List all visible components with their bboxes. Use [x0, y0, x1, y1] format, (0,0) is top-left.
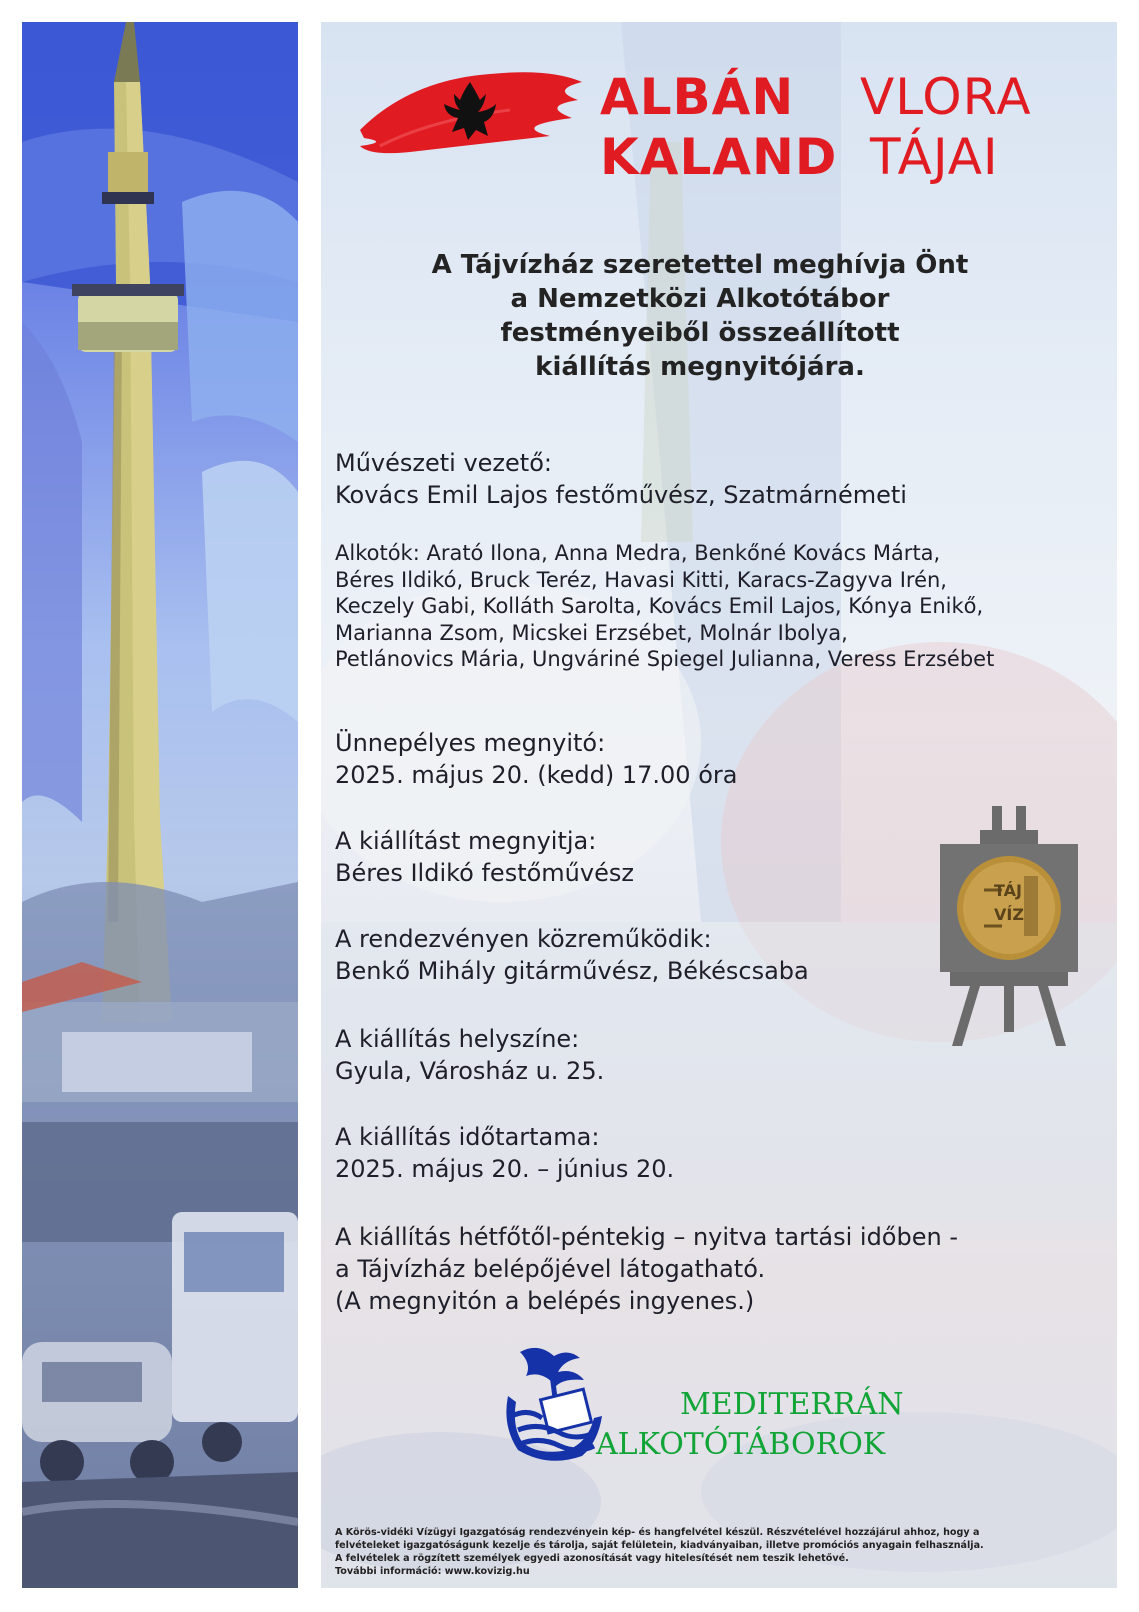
- visiting-line: a Tájvízház belépőjével látogatható.: [335, 1255, 766, 1283]
- title-word-alban: ALBÁN: [600, 68, 795, 126]
- easel-logo-line2: VÍZ: [994, 905, 1024, 924]
- minaret-painting-art: [22, 22, 298, 1588]
- title-word-tajai: TÁJAI: [870, 128, 999, 186]
- creators-list: [335, 540, 994, 673]
- performer-label: A rendezvényen közreműködik:: [335, 925, 712, 953]
- mediterran-logo-icon: [498, 1346, 608, 1466]
- creators-line: Keczely Gabi, Kolláth Sarolta, Kovács Emil Lajos, Kónya Enikő,: [335, 594, 984, 618]
- footer-line: A Körös-vidéki Vízügyi Igazgatóság rendezvényein kép- és hangfelvétel készül. Részvételével hozzájárul ahhoz, hogy a: [335, 1527, 980, 1538]
- opening-value: 2025. május 20. (kedd) 17.00 óra: [335, 761, 738, 789]
- visiting-line: A kiállítás hétfőtől-péntekig – nyitva tartási időben -: [335, 1223, 958, 1251]
- opened-by-label: A kiállítást megnyitja:: [335, 827, 597, 855]
- venue-value: Gyula, Városház u. 25.: [335, 1057, 605, 1085]
- opening-label: Ünnepélyes megnyitó:: [335, 729, 606, 757]
- creators-line: Petlánovics Mária, Ungváriné Spiegel Julianna, Veress Erzsébet: [335, 647, 995, 671]
- tajviz-easel-logo: [940, 806, 1078, 1046]
- title-word-vlora: VLORA: [860, 68, 1032, 126]
- footer-line: További információ: www.kovizig.hu: [335, 1566, 530, 1577]
- opened-by-value: Béres Ildikó festőművész: [335, 859, 634, 887]
- creators-line: Béres Ildikó, Bruck Teréz, Havasi Kitti, Karacs-Zagyva Irén,: [335, 567, 947, 592]
- mediterran-logo-line2: ALKOTÓTÁBOROK: [596, 1427, 886, 1462]
- footer-line: felvételeket igazgatóságunk kezelje és tárolja, saját felületein, kiadványaiban, illetve promóciós anyagain felhasználja.: [335, 1540, 984, 1551]
- easel-logo-line1: TÁJ: [994, 881, 1023, 900]
- albanian-flag-icon: [350, 60, 590, 160]
- invitation-line: A Tájvízház szeretettel meghívja Önt: [431, 250, 969, 280]
- artistic-lead-label: Művészeti vezető:: [335, 449, 552, 477]
- minaret-painting: [22, 22, 298, 1588]
- creators-line: Alkotók: Arató Ilona, Anna Medra, Benkőné Kovács Márta,: [335, 541, 941, 565]
- footer-line: A felvételek a rögzített személyek egyedi azonosítását vagy hitelesítését nem teszik lehetővé.: [335, 1553, 849, 1564]
- visiting-line: (A megnyitón a belépés ingyenes.): [335, 1287, 755, 1315]
- footer-disclaimer: [335, 1526, 1095, 1578]
- mediterran-logo-line1: MEDITERRÁN: [680, 1387, 904, 1422]
- performer-value: Benkő Mihály gitárművész, Békéscsaba: [335, 957, 809, 985]
- creators-line: Marianna Zsom, Micskei Erzsébet, Molnár Ibolya,: [335, 620, 848, 645]
- duration-label: A kiállítás időtartama:: [335, 1123, 600, 1151]
- title-word-kaland: KALAND: [600, 128, 838, 186]
- invitation-line: a Nemzetközi Alkotótábor: [510, 284, 890, 314]
- invitation-line: kiállítás megnyitójára.: [535, 352, 865, 382]
- invitation-line: festményeiből összeállított: [500, 318, 900, 348]
- venue-label: A kiállítás helyszíne:: [335, 1025, 580, 1053]
- duration-value: 2025. május 20. – június 20.: [335, 1155, 675, 1183]
- invitation-text: [340, 248, 1060, 384]
- artistic-lead-value: Kovács Emil Lajos festőművész, Szatmárnémeti: [335, 481, 907, 509]
